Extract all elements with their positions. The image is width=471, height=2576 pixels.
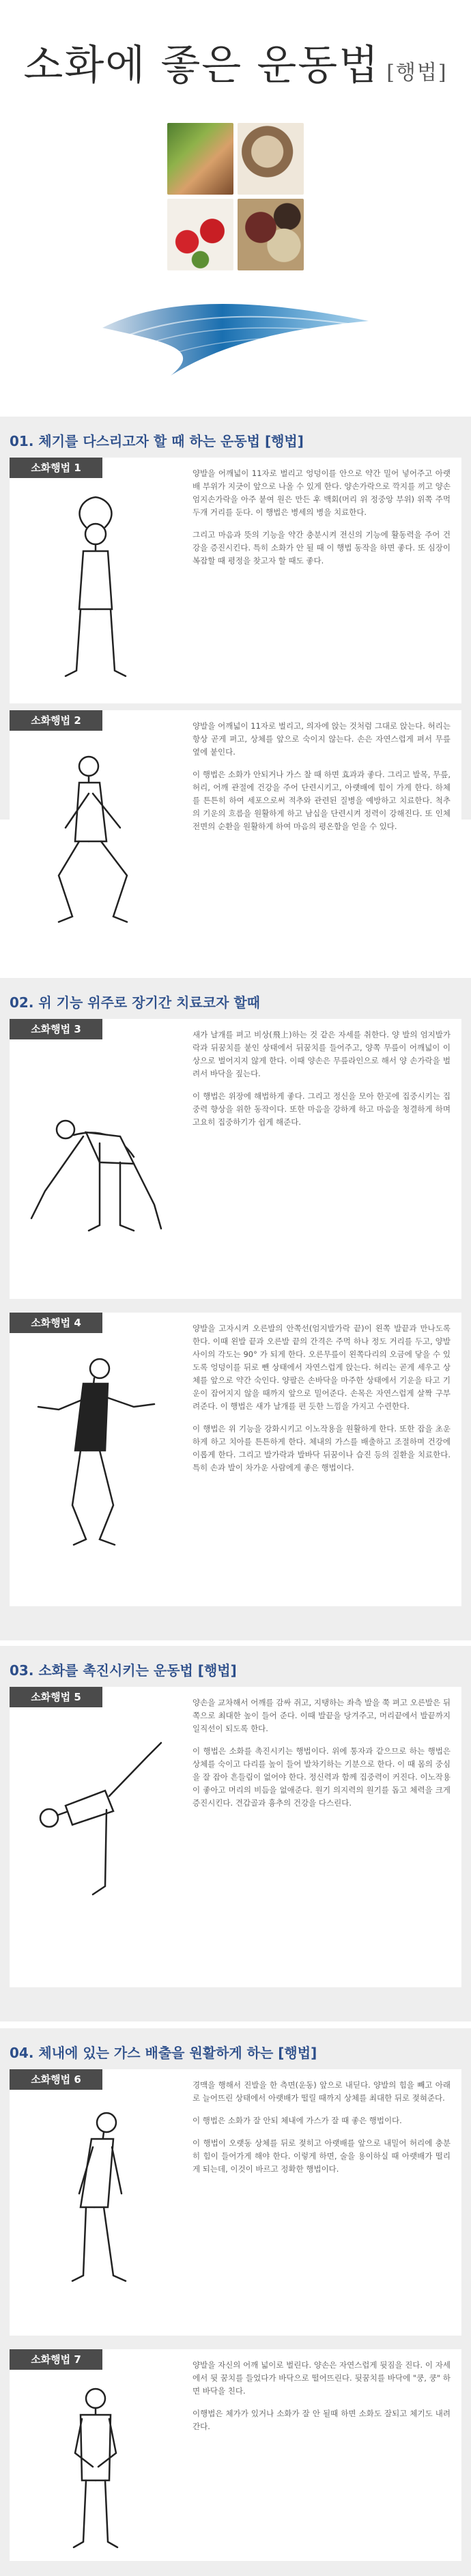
figure-arabesque-icon (18, 1716, 173, 1920)
paragraph: 이 행법은 소화가 잘 안되 체내에 가스가 잘 때 좋은 행법이다. (192, 2116, 402, 2125)
exercise-tag: 소화행법 3 (10, 1019, 102, 1039)
figure-lean-back-icon (18, 2098, 173, 2303)
section-title: 02. 위 기능 위주로 장기간 치료코자 할때 (10, 994, 261, 1011)
paragraph: 그리고 마음과 뜻의 기능을 약간 충분시켜 전신의 기능에 활동력을 주어 건강을 증진시킨다. 특히 소화가 안 될 때 이 행법 동작을 하면 좋다. 또 심장이 복잡할 때 평정을 찾고자 할 때도 좋다. (192, 530, 451, 565)
page-title (0, 33, 471, 92)
grains-photo (238, 199, 304, 270)
exercise-text (192, 1322, 451, 1484)
brush-stroke-decoration (89, 280, 382, 396)
section-3 (0, 1646, 471, 2021)
section-1-b (0, 710, 471, 970)
exercise-tag: 소화행법 2 (10, 710, 102, 731)
mushroom-photo (238, 123, 304, 195)
title-subtitle: [행법] (386, 61, 448, 85)
exercise-card-4 (10, 1313, 461, 1606)
exercise-tag: 소화행법 4 (10, 1313, 102, 1333)
vegetables-photo (167, 123, 233, 195)
figure-back-view-icon (18, 2378, 173, 2556)
exercise-card-3 (10, 1019, 461, 1299)
paragraph: 양발을 고자시켜 오른발의 안쪽선(엄지발가락 끝)이 왼쪽 발끝과 만나도록 한다. 이때 왼발 끝과 오른발 끝의 간격은 주먹 하나 정도 거리를 두고, 양발 사이의 각도는 90° 가 되게 한다. 오른무릎이 왼쪽다리의 오금에 닿을 수 있도록 엉덩이를 뒤로 뺀 상태에서 자연스럽게 앉는다. 허리는 곧게 세우고 상체를 앞으로 약간 숙인다. 양팔은 손바닥을 마주한 상태에서 기운을 타고 기운이 잡어지지 않을 때까지 앞으로 밀어준다. 손목은 자연스럽게 살짝 구부려준다. 이 행법은 새가 날개를 편 듯한 느낌을 가지고 수련한다. (192, 1324, 451, 1411)
food-photo-grid (167, 123, 304, 270)
figure-bird-crouch-icon (18, 1048, 173, 1252)
paragraph: 이 행법은 위 기능을 강화시키고 이노작용을 원활하게 한다. 또한 잡을 초운하게 하고 치아를 튼튼하게 한다. 체내의 가스를 배출하고 조절하며 건강에 이롭게 한다. 그리고 발가락과 발바닥 뒤꿈이나 습진 등의 질환을 치료한다. 특히 손과 발이 차가운 사람에게 좋은 행법이다. (192, 1424, 451, 1472)
paragraph: 이 행법은 소화가 안되거나 가스 찰 때 하면 효과과 좋다. 그리고 발목, 무릎, 허리, 어깨 관절에 건강을 주어 단련시키고, 아랫배에 힘이 가게 한다. 하체를 튼튼히 하여 세포으로써 적추와 관련된 질병을 예방하고 치료한다. 척추의 기운의 흐름을 원활하게 하고 남십을 단련시켜 정력이 강해진다. 또 인체전면의 순환을 원활하게 하여 마음의 평온함을 얻을 수 있다. (192, 770, 451, 831)
title-text: 소화에 좋은 운동법 (23, 42, 380, 89)
figure-arms-overhead-icon (18, 486, 173, 691)
paragraph: 양발을 자신의 어깨 넓이로 벌린다. 양손은 자연스럽게 뒷짐을 진다. 이 자세에서 뒷 꿈치를 들었다가 바닥으로 떨어뜨린다. 뒷꿈치를 바닥에 "쿵, 쿵" 하면 바닥을 친다. (192, 2360, 451, 2396)
paragraph: 새가 날개를 펴고 비상(飛上)하는 것 같은 자세를 취한다. 양 발의 엄지발가락과 뒤꿈치를 붙인 상태에서 뒤꿈치를 들어주고, 양쪽 무릎이 어깨넓이 이상으로 벌어지지 않게 한다. 이때 양손은 무릎라인으로 해서 양 손가락을 벌려서 바닥을 짚는다. (192, 1030, 451, 1078)
exercise-tag: 소화행법 6 (10, 2069, 102, 2090)
figure-squat-icon (18, 739, 173, 937)
paragraph: 이 행법이 오랫동 상체를 뒤로 젖히고 아랫배를 앞으로 내밀어 허리에 충분히 힘이 들어가게 해야 한다. 이렇게 하면, 술을 용이하실 때 아랫배가 떨리게 되는데, 이것이 바르고 정확한 행법이다. (192, 2138, 451, 2174)
section-2 (0, 978, 471, 1640)
exercise-card-7 (10, 2349, 461, 2561)
paragraph: 경맥을 행해서 진발을 한 측면(운동) 앞으로 내딛다. 양발의 힘을 빼고 아래로 늘어뜨린 상태에서 아랫배가 떨릴 때까지 상체를 최대한 뒤로 젖혀준다. (192, 2080, 451, 2103)
exercise-text (192, 2359, 451, 2443)
exercise-text (192, 1028, 451, 1138)
section-title: 04. 체내에 있는 가스 배출을 원활하게 하는 [행법] (10, 2045, 317, 2061)
exercise-card-2-body (10, 710, 461, 949)
figure-cross-step-icon (18, 1341, 173, 1560)
exercise-tag: 소화행법 5 (10, 1687, 102, 1707)
section-title: 01. 체기를 다스리고자 할 때 하는 운동법 [행법] (10, 433, 304, 449)
paragraph: 이행법은 체가가 있거나 소화가 잘 안 될때 하면 소화도 잘되고 체기도 내려간다. (192, 2409, 451, 2431)
exercise-card-6 (10, 2069, 461, 2336)
exercise-tag: 소화행법 1 (10, 458, 102, 478)
section-4 (0, 2028, 471, 2576)
paragraph: 양손을 교차해서 어깨를 감싸 쥐고, 지탱하는 좌측 발을 쭉 펴고 오른발은 뒤쪽으로 최대한 높이 들어 준다. 이때 발끝을 당겨주고, 머리끝에서 발끝까지 일직선이 되도록 한다. (192, 1698, 451, 1733)
hero-banner (0, 0, 471, 410)
exercise-card-1 (10, 458, 461, 703)
exercise-text (192, 2079, 451, 2185)
exercise-text (192, 720, 451, 843)
exercise-text (192, 467, 451, 577)
paragraph: 양발을 어깨넓이 11자로 벌리고 엉덩이를 안으로 약간 밀어 넣어주고 아랫배 부위가 지긋이 앞으로 나올 수 있게 한다. 양손가락으로 깍지를 끼고 양손 엄지손가락을 아주 붙여 원은 만든 후 백회(머리 위 정중앙 부위) 위쪽 주먹 두개 거리를 둔다. 이 행법은 병세의 병을 치료한다. (192, 468, 451, 517)
section-title: 03. 소화를 촉진시키는 운동법 [행법] (10, 1662, 237, 1679)
tomatoes-photo (167, 199, 233, 270)
exercise-tag: 소화행법 7 (10, 2349, 102, 2370)
paragraph: 이 행법은 소화를 촉진시키는 행법이다. 위에 통자과 같으므로 하는 행법은 상체를 숙이고 다리를 높이 들어 발차기하는 기분으로 한다. 이 때 몸의 중심을 잘 잡아 흔들림이 없어야 한다. 정신력과 함께 집중력이 커진다. 이노작용이 좋아고 머리의 비듬을 없애준다. 원기 의지력의 원기를 돕고 체력을 크게 증진시킨다. 견갑골과 흉추의 건강을 다스린다. (192, 1746, 451, 1808)
paragraph: 이 행법은 위장에 해법하게 좋다. 그리고 정신을 모아 한곳에 집중시키는 집중력 향상을 위한 동작이다. 또한 마음을 강하게 하고 마음을 청결하게 하며 고요히 집중하기가 쉽게 해준다. (192, 1091, 451, 1127)
paragraph: 양발을 어깨넓이 11자로 벌리고, 의자에 앉는 것처럼 그대로 앉는다. 허리는 항상 곧게 펴고, 상체를 앞으로 숙이지 않는다. 손은 자연스럽게 펴서 무릎 옆에 붙인다. (192, 721, 451, 757)
exercise-text (192, 1696, 451, 1819)
exercise-card-5 (10, 1687, 461, 1987)
